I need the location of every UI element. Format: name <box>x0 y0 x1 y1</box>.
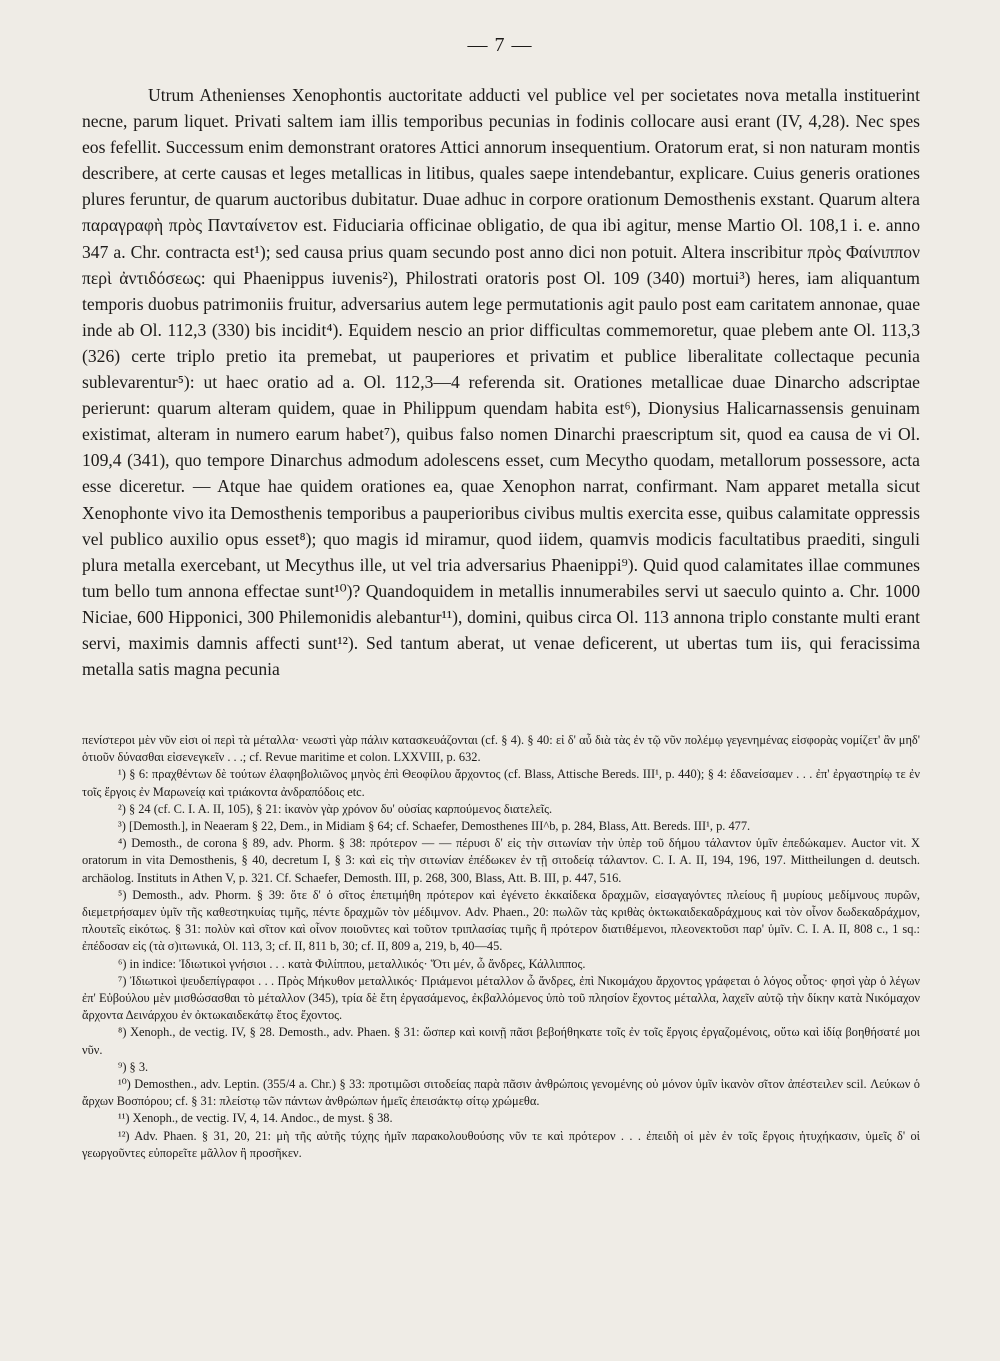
footnotes <box>82 732 920 1162</box>
footnote-7: ⁷) Ἰδιωτικοὶ ψευδεπίγραφοι . . . Πρὸς Μήκυθον μεταλλικός· Πριάμενοι μέταλλον ὦ ἄνδρες, ἐπὶ Νικομάχου ἄρχοντος γράφεται ὁ λόγος οὗτος· φησὶ γὰρ ὁ λέγων ἐπ' Εὐβούλου μὲν μισθώσασθαι τὸ μέταλλον (345), τρία δὲ ἔτη ἐργασάμενος, ἐκβαλλόμενος ὑπὸ τοῦ πλησίον ἔχοντος μέταλλα, λαχεῖν αὐτῷ τὴν δίκην κατὰ Νικόμαχον ἄρχοντα Δεινάρχου ἐν ὀκτωκαιδεκάτῳ ἔτος ἔχοντος. <box>82 973 920 1023</box>
footnote-5: ⁵) Demosth., adv. Phorm. § 39: ὅτε δ' ὁ σῖτος ἐπετιμήθη πρότερον καὶ ἐγένετο ἑκκαίδεκα δραχμῶν, εἰσαγαγόντες πλείους ἢ μυρίους μεδίμνους πυρῶν, διεμετρήσαμεν ὑμῖν τῆς καθεστηκυίας τιμῆς, πέντε δραχμῶν τὸν μέδιμνον. Adv. Phaen., 20: πωλῶν τὰς κριθὰς ὀκτωκαιδεκαδράχμους καὶ τὸν οἶνον δωδεκαδράχμον, πλουτεῖς εἰκότως. § 31: πολὺν καὶ σῖτον καὶ οἶνον ποιοῦντες καὶ τοῦτον τριπλασίας τιμῆς ἢ πρότερον διατιθέμενοι, πλεονεκτοῦσι παρ' ὑμῖν. C. I. A. II, 808 c., 1 sq.: ἐπέδοσαν εἰς (τὰ σ)ιτωνικά, Ol. 113, 3; cf. II, 811 b, 30; cf. II, 809 a, 219, b, 40—45. <box>82 887 920 954</box>
footnote-2: ²) § 24 (cf. C. I. A. II, 105), § 21: ἱκανὸν γὰρ χρόνον δυ' οὐσίας καρπούμενος διατελεῖς. <box>118 801 553 816</box>
footnote-12: ¹²) Adv. Phaen. § 31, 20, 21: μὴ τῆς αὐτῆς τύχης ἡμῖν παρακολουθούσης νῦν τε καὶ πρότερον . . . ἐπειδὴ οἱ μὲν ἐν τοῖς ἔργοις ἠτυχήκασιν, ὑμεῖς δ' οἱ γεωργοῦντες εὐπορεῖτε μᾶλλον ἢ προσῆκεν. <box>82 1128 920 1160</box>
body-paragraph: Utrum Athenienses Xenophontis auctoritate adducti vel publice vel per societates nova metalla instituerint necne, parum liquet. Privati saltem iam illis temporibus pecunias in fodinis collocare ausi erant (IV, 4,28). Nec spes eos fefellit. Successum enim demonstrant oratores Attici annorum insequentium. Oratorum erat, si non naturam montis describere, at certe causas et leges metallicas in litibus, quales saepe intendebantur, explicare. Cuius generis orationes plures feruntur, de quarum auctoribus dubitatur. Duae adhuc in corpore orationum Demosthenis exstant. Quarum altera παραγραφὴ πρὸς Πανταίνετον est. Fiduciaria officinae obligatio, de qua ibi agitur, mense Martio Ol. 108,1 i. e. anno 347 a. Chr. contracta est¹); sed causa prius quam secundo post anno dici non potuit. Altera inscribitur πρὸς Φαίνιππον περὶ ἀντιδόσεως: qui Phaenippus iuvenis²), Philostrati oratoris post Ol. 109 (340) mortui³) heres, iam aliquantum temporis duobus patrimoniis fruitur, adversarius autem lege permutationis agit paulo post eam caritatem annonae, quae inde ab Ol. 112,3 (330) bis incidit⁴). Equidem nescio an prior difficultas commemoretur, quae plebem ante Ol. 113,3 (326) certe triplo pretio ita premebat, ut pauperiores et privatim et publice liberalitate collectaque pecunia sublevarentur⁵): ut haec oratio ad a. Ol. 112,3—4 referenda sit. Orationes metallicae duae Dinarcho adscriptae perierunt: quarum alteram quidem, quae in Philippum quendam habita est⁶), Dionysius Halicarnassensis genuinam existimat, alteram in numero earum habet⁷), quibus falso nomen Dinarchi praescriptum sit, quod ea causa de vi Ol. 109,4 (341), quo tempore Dinarchus admodum adolescens esset, cum Mecytho quodam, metallorum possessore, acta esse diceretur. — Atque hae quidem orationes ea, quae Xenophon narrat, confirmant. Nam apparet metalla sicut Xenophonte vivo ita Demosthenis temporibus a pauperioribus civibus multis exercita esse, quibus calamitate oppressis vel publico auxilio opus esset⁸); quo magis id miramur, quod iidem, quamvis modicis facultatibus praediti, singuli plura metalla exercebant, ut Mecythus ille, ut vel tria adversarius Phaenippi⁹). Quid quod calamitates illae communes tum bello tum annona effectae sunt¹⁰)? Quandoquidem in metallis innumerabiles servi ut saeculo quinto a. Chr. 1000 Niciae, 600 Hipponici, 300 Philemonidis alebantur¹¹), domini, quibus circa Ol. 113 annona triplo constante multi erant servi, maximis damnis affecti sunt¹²). Sed tantum aberat, ut venae deficerent, ut ubertas tum iis, qui feracissima metalla satis magna pecunia <box>82 85 920 680</box>
footnote-1: ¹) § 6: πραχθέντων δὲ τούτων ἐλαφηβολιῶνος μηνὸς ἐπὶ Θεοφίλου ἄρχοντος (cf. Blass, Attische Bereds. III¹, p. 440); § 4: ἐδανείσαμεν . . . ἐπ' ἐργαστηρίῳ τε ἐν τοῖς ἔργοις ἐν Μαρωνείᾳ καὶ τριάκοντα ἀνδραπόδοις etc. <box>82 767 920 799</box>
footnote-9: ⁹) § 3. <box>118 1059 149 1074</box>
footnote-6: ⁶) in indice: Ἰδιωτικοὶ γνήσιοι . . . κατὰ Φιλίππου, μεταλλικός· Ὅτι μέν, ὦ ἄνδρες, Κάλλιππος. <box>118 956 586 971</box>
body-text <box>82 82 920 682</box>
footnote-8: ⁸) Xenoph., de vectig. IV, § 28. Demosth., adv. Phaen. § 31: ὥσπερ καὶ κοινῇ πᾶσι βεβοήθηκατε τοῖς ἐν τοῖς ἔργοις ἐργαζομένοις, οὕτω καὶ ἰδίᾳ βοηθήσατέ μοι νῦν. <box>82 1025 920 1057</box>
footnote-11: ¹¹) Xenoph., de vectig. IV, 4, 14. Andoc., de myst. § 38. <box>118 1111 393 1126</box>
footnote-10: ¹⁰) Demosthen., adv. Leptin. (355/4 a. Chr.) § 33: προτιμῶσι σιτοδείας παρὰ πᾶσιν ἀνθρώποις γενομένης οὐ μόνον ὑμῖν ἱκανὸν σῖτον ἀπέστειλεν scil. Λεύκων ὁ ἄρχων Βοσπόρου; cf. § 31: πλείστῳ τῶν πάντων ἀνθρώπων ἡμεῖς ἐπεισάκτῳ σίτῳ χρώμεθα. <box>82 1077 920 1109</box>
footnote-4: ⁴) Demosth., de corona § 89, adv. Phorm. § 38: πρότερον — — πέρυσι δ' εἰς τὴν σιτωνίαν τὴν ὑπὲρ τοῦ δήμου τάλαντον ὑμῖν ἐπεδώκαμεν. Auctor vit. X oratorum in vita Demosthenis, § 40, decretum I, § 3: καὶ εἰς τὴν σιτωνίαν ἐπέδωκεν ἐν τῇ σιτοδείᾳ τάλαντον. C. I. A. II, 194, 196, 197. Mittheilungen d. deutsch. archäolog. Instituts in Athen V, p. 321. Cf. Schaefer, Demosth. III, p. 268, 300, Blass, Att. B. III, p. 447, 516. <box>82 836 920 885</box>
footnote-continuation: πενίστεροι μὲν νῦν εἰσι οἱ περὶ τὰ μέταλλα· νεωστὶ γὰρ πάλιν κατασκευάζονται (cf. § 4). § 40: εἰ δ' αὖ διὰ τὰς ἐν τῷ νῦν πολέμῳ γεγενημένας εἰσφορὰς νομίζετ' ἂν μηδ' ὁτιοῦν δύνασθαι εἰσενεγκεῖν . . .; cf. Revue maritime et colon. LXXVIII, p. 632. <box>82 733 920 765</box>
footnote-3: ³) [Demosth.], in Neaeram § 22, Dem., in Midiam § 64; cf. Schaefer, Demosthenes III^b, p. 284, Blass, Att. Bereds. III¹, p. 477. <box>118 819 751 834</box>
page-number: — 7 — <box>467 34 533 56</box>
